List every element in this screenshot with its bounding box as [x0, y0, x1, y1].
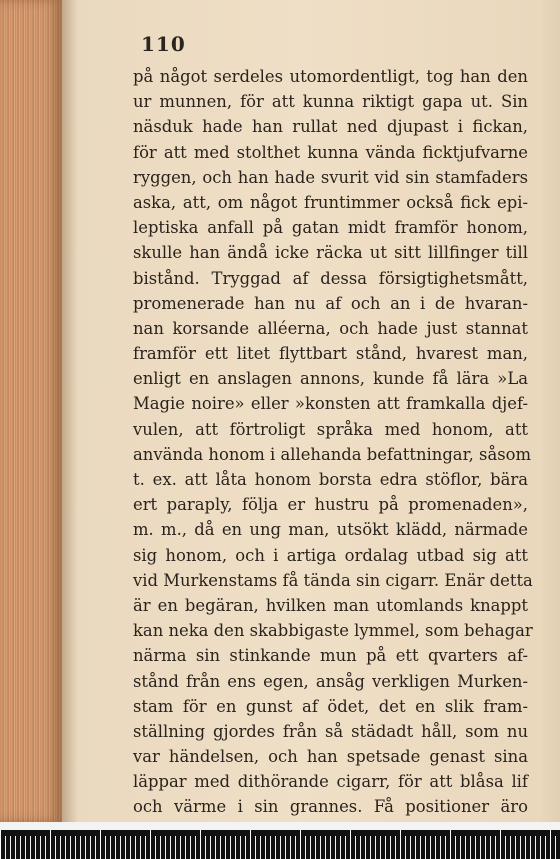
scale-ruler: [0, 822, 560, 859]
body-text: [133, 64, 533, 845]
text-line: aska, att, om något fruntimmer också fick epi-: [133, 192, 528, 212]
text-line: stånd från ens egen, ansåg verkligen Murken-: [133, 671, 528, 691]
text-line: skulle han ändå icke räcka ut sitt lillfinger till: [133, 243, 528, 263]
text-line: vid Murkenstams få tända sin cigarr. Enär detta: [133, 570, 533, 590]
text-line: på något serdeles utomordentligt, tog han den: [133, 67, 528, 86]
text-line: använda honom i allehanda befattningar, såsom: [133, 444, 532, 464]
text-line: kan neka den skabbigaste lymmel, som behagar: [133, 621, 533, 641]
page-edge: [0, 0, 62, 822]
text-line: för att med stolthet kunna vända ficktjufvarne: [133, 142, 528, 162]
text-line: näsduk hade han rullat ned djupast i fickan,: [133, 117, 528, 137]
text-line: läppar med dithörande cigarr, för att blåsa lif: [133, 772, 528, 792]
text-line: ur munnen, för att kunna riktigt gapa ut. Sin: [133, 92, 528, 112]
text-line: m. m., då en ung man, utsökt klädd, närmade: [133, 520, 528, 540]
text-line: ställning gjordes från så städadt håll, som nu: [133, 721, 528, 741]
text-line: ryggen, och han hade svurit vid sin stamfaders: [133, 167, 528, 187]
page-gutter: [62, 0, 78, 822]
text-line: t. ex. att låta honom borsta edra stöflor, bära: [133, 470, 528, 489]
text-line: promenerade han nu af och an i de hvaran-: [133, 293, 528, 313]
text-line: nan korsande alléerna, och hade just stannat: [133, 318, 528, 338]
text-line: enligt en anslagen annons, kunde få lära »La: [133, 369, 528, 389]
text-line: var händelsen, och han spetsade genast sina: [133, 747, 528, 767]
text-line: ert paraply, följa er hustru på promenaden»,: [133, 495, 528, 515]
page-number: 110: [141, 32, 186, 56]
text-line: sig honom, och i artiga ordalag utbad sig att: [133, 545, 528, 565]
text-line: framför ett litet flyttbart stånd, hvarest man,: [133, 344, 528, 364]
ruler-major-ticks: [0, 830, 560, 859]
text-line: närma sin stinkande mun på ett qvarters af-: [133, 646, 528, 666]
text-line: vulen, att förtroligt språka med honom, att: [133, 419, 528, 439]
text-line: bistånd. Tryggad af dessa försigtighetsmått,: [133, 268, 528, 288]
text-line: och värme i sin grannes. Få positioner äro: [133, 797, 528, 817]
text-line: stam för en gunst af ödet, det en slik fram-: [133, 696, 528, 716]
text-line: Magie noire» eller »konsten att framkalla djef-: [133, 394, 528, 414]
text-line: är en begäran, hvilken man utomlands knappt: [133, 595, 528, 615]
text-line: leptiska anfall på gatan midt framför honom,: [133, 218, 528, 238]
